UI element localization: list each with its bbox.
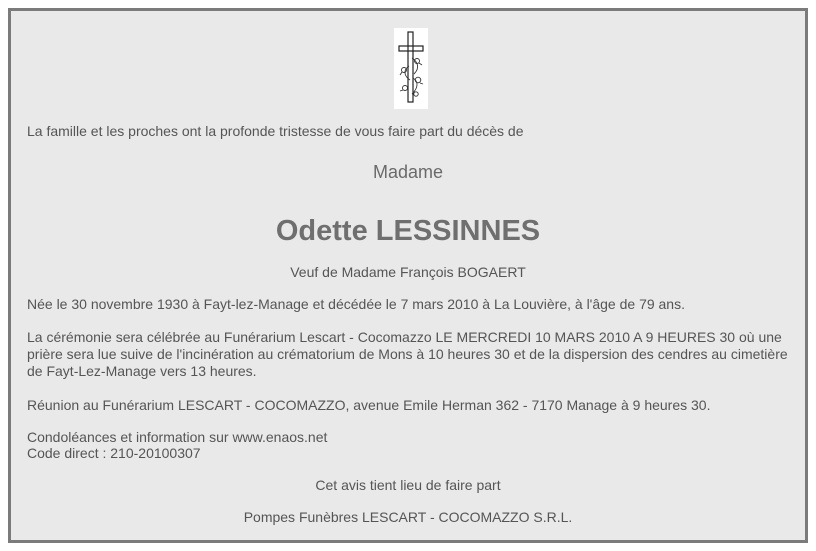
- reunion-text: Réunion au Funérarium LESCART - COCOMAZZO, avenue Emile Herman 362 - 7170 Manage à 9 heures 30.: [27, 397, 711, 413]
- condolences-text: Condoléances et information sur www.enaos.net: [27, 429, 328, 445]
- birth-death-text: Née le 30 novembre 1930 à Fayt-lez-Manage et décédée le 7 mars 2010 à La Louvière, à l'âge de 79 ans.: [27, 296, 685, 312]
- honorific-title: Madame: [372, 162, 444, 182]
- direct-code-text: Code direct : 210-20100307: [27, 445, 201, 461]
- funeral-company: Pompes Funèbres LESCART - COCOMAZZO S.R.L.: [243, 509, 573, 525]
- intro-text: La famille et les proches ont la profonde tristesse de vous faire part du décès de: [27, 123, 524, 139]
- spouse-text: Veuf de Madame François BOGAERT: [290, 264, 526, 280]
- closing-text: Cet avis tient lieu de faire part: [315, 477, 501, 493]
- cross-with-flowers-icon: [394, 28, 428, 109]
- ceremony-text: La cérémonie sera célébrée au Funérarium Lescart - Cocomazzo LE MERCREDI 10 MARS 2010 A 9 HEURES 30 où une prière sera lue suive de l'incinération au crématorium de Mons à 10 heures 30 et de la dispersion des cendres au cimetière de Fayt-Lez-Manage vers 13 heures.: [27, 329, 788, 379]
- death-notice-card: [8, 8, 808, 543]
- deceased-name: Odette LESSINNES: [275, 215, 541, 247]
